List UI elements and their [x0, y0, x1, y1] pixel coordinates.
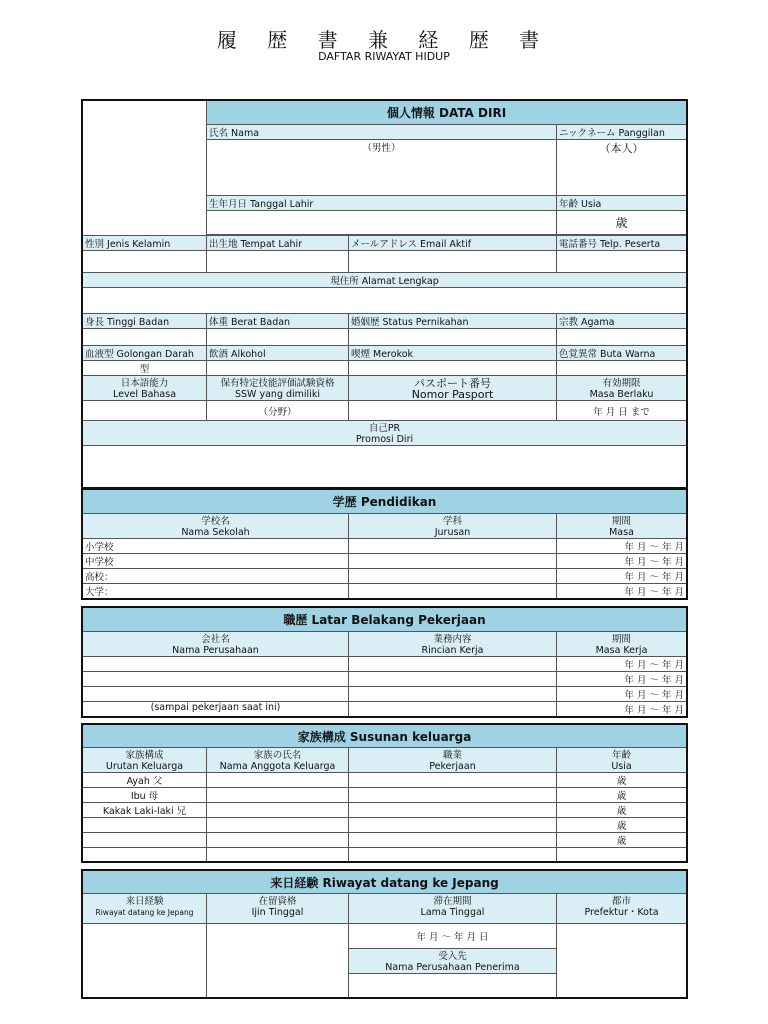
family-relation[interactable]: Kakak Laki-laki 兄: [83, 803, 207, 818]
receiving-company-label: 受入先 Nama Perusahaan Penerima: [349, 949, 557, 974]
relation-col: 家族構成 Urutan Keluarga: [83, 748, 207, 773]
family-age[interactable]: 歳: [557, 803, 687, 818]
work-period[interactable]: 年 月 ～ 年 月: [557, 702, 687, 717]
education-period[interactable]: 年 月 ～ 年 月: [557, 569, 687, 584]
work-company[interactable]: [83, 672, 349, 687]
family-name[interactable]: [207, 803, 349, 818]
education-row[interactable]: 大学：: [83, 584, 349, 599]
education-major[interactable]: [349, 539, 557, 554]
age-value[interactable]: 歳: [557, 211, 687, 235]
city-col: 都市 Prefektur・Kota: [557, 894, 687, 924]
family-occupation[interactable]: [349, 833, 557, 848]
phone-label: 電話番号 Telp. Peserta: [557, 236, 687, 251]
age-label: 年齢 Usia: [557, 196, 687, 211]
work-detail[interactable]: [349, 687, 557, 702]
pr-label: 自己PR Promosi Diri: [83, 421, 687, 446]
family-occupation[interactable]: [349, 803, 557, 818]
gender-value[interactable]: [83, 251, 207, 273]
title-japanese: 履 歴 書 兼 経 歴 書: [216, 28, 552, 52]
weight-label: 体重 Berat Badan: [207, 314, 349, 329]
family-header: 家族構成 Susunan keluarga: [83, 725, 687, 748]
education-period[interactable]: 年 月 ～ 年 月: [557, 554, 687, 569]
nickname-value[interactable]: （本人）: [557, 140, 687, 196]
nickname-label: ニックネーム Panggilan: [557, 125, 687, 140]
family-age[interactable]: 歳: [557, 833, 687, 848]
language-label: 日本語能力 Level Bahasa: [83, 376, 207, 401]
colorblind-value[interactable]: [557, 361, 687, 376]
work-company[interactable]: [83, 657, 349, 672]
city-value[interactable]: [557, 924, 687, 998]
birthplace-value[interactable]: [207, 251, 349, 273]
family-occupation[interactable]: [349, 773, 557, 788]
family-relation[interactable]: [83, 818, 207, 833]
visa-col: 在留資格 Ijin Tinggal: [207, 894, 349, 924]
work-detail[interactable]: [349, 672, 557, 687]
height-label: 身長 Tinggi Badan: [83, 314, 207, 329]
height-value[interactable]: [83, 329, 207, 346]
passport-value[interactable]: [349, 401, 557, 421]
title-indonesian: DAFTAR RIWAYAT HIDUP: [318, 50, 450, 63]
marital-label: 婚姻歴 Status Pernikahan: [349, 314, 557, 329]
personal-data-table: [82, 100, 687, 488]
work-detail[interactable]: [349, 702, 557, 717]
work-period[interactable]: 年 月 ～ 年 月: [557, 687, 687, 702]
family-name[interactable]: [207, 773, 349, 788]
email-value[interactable]: [349, 251, 557, 273]
education-row[interactable]: 小学校: [83, 539, 349, 554]
validity-label: 有効期限 Masa Berlaku: [557, 376, 687, 401]
smoking-value[interactable]: [349, 361, 557, 376]
family-age[interactable]: 歳: [557, 788, 687, 803]
ssw-label: 保有特定技能評価試験資格 SSW yang dimiliki: [207, 376, 349, 401]
name-label: 氏名 Nama: [207, 125, 557, 140]
family-age[interactable]: 歳: [557, 818, 687, 833]
company-col: 会社名 Nama Perusahaan: [83, 632, 349, 657]
work-detail[interactable]: [349, 657, 557, 672]
education-major[interactable]: [349, 554, 557, 569]
family-relation[interactable]: Ayah 父: [83, 773, 207, 788]
family-occupation[interactable]: [349, 788, 557, 803]
education-period[interactable]: 年 月 ～ 年 月: [557, 539, 687, 554]
phone-value[interactable]: [557, 251, 687, 273]
family-relation[interactable]: Ibu 母: [83, 788, 207, 803]
work-header: 職歴 Latar Belakang Pekerjaan: [83, 608, 687, 632]
weight-value[interactable]: [207, 329, 349, 346]
education-header: 学歴 Pendidikan: [83, 490, 687, 514]
family-occupation[interactable]: [349, 848, 557, 862]
work-company-current[interactable]: (sampai pekerjaan saat ini): [83, 702, 349, 717]
address-label: 現住所 Alamat Lengkap: [83, 273, 687, 288]
birthdate-label: 生年月日 Tanggal Lahir: [207, 196, 557, 211]
family-occupation[interactable]: [349, 818, 557, 833]
education-period[interactable]: 年 月 ～ 年 月: [557, 584, 687, 599]
major-col: 学科 Jurusan: [349, 514, 557, 539]
religion-value[interactable]: [557, 329, 687, 346]
occupation-col: 職業 Pekerjaan: [349, 748, 557, 773]
period-col: 期間 Masa: [557, 514, 687, 539]
alcohol-value[interactable]: [207, 361, 349, 376]
language-value[interactable]: [83, 401, 207, 421]
family-name[interactable]: [207, 788, 349, 803]
religion-label: 宗教 Agama: [557, 314, 687, 329]
family-name[interactable]: [207, 818, 349, 833]
member-name-col: 家族の氏名 Nama Anggota Keluarga: [207, 748, 349, 773]
education-major[interactable]: [349, 584, 557, 599]
visa-value[interactable]: [207, 924, 349, 998]
passport-label: パスポート番号 Nomor Pasport: [349, 376, 557, 401]
family-name[interactable]: [207, 848, 349, 862]
birthplace-label: 出生地 Tempat Lahir: [207, 236, 349, 251]
receiving-company-value[interactable]: [349, 974, 557, 998]
education-table: [82, 489, 687, 599]
smoking-label: 喫煙 Merokok: [349, 346, 557, 361]
personal-header: 個人情報 DATA DIRI: [207, 101, 687, 125]
family-table: [82, 724, 687, 862]
ssw-value[interactable]: （分野）: [207, 401, 349, 421]
blood-value[interactable]: 型: [83, 361, 207, 376]
marital-value[interactable]: [349, 329, 557, 346]
blood-label: 血液型 Golongan Darah: [83, 346, 207, 361]
work-table: [82, 607, 687, 717]
family-age[interactable]: 歳: [557, 773, 687, 788]
validity-value[interactable]: 年 月 日 まで: [557, 401, 687, 421]
alcohol-label: 飲酒 Alkohol: [207, 346, 349, 361]
family-relation[interactable]: [83, 848, 207, 862]
japan-header: 来日経験 Riwayat datang ke Jepang: [83, 871, 687, 894]
experience-col: 来日経験 Riwayat datang ke Jepang: [83, 894, 207, 924]
experience-value[interactable]: [83, 924, 207, 998]
duration-value[interactable]: 年 月 ～ 年 月 日: [349, 924, 557, 949]
colorblind-label: 色覚異常 Buta Warna: [557, 346, 687, 361]
member-age-col: 年齢 Usia: [557, 748, 687, 773]
job-detail-col: 業務内容 Rincian Kerja: [349, 632, 557, 657]
work-period[interactable]: 年 月 ～ 年 月: [557, 657, 687, 672]
birthdate-value[interactable]: [207, 211, 557, 235]
education-row[interactable]: 高校：: [83, 569, 349, 584]
education-row[interactable]: 中学校: [83, 554, 349, 569]
education-major[interactable]: [349, 569, 557, 584]
work-company[interactable]: [83, 687, 349, 702]
duration-col: 滞在期間 Lama Tinggal: [349, 894, 557, 924]
pr-value[interactable]: [83, 446, 687, 488]
work-period-col: 期間 Masa Kerja: [557, 632, 687, 657]
japan-table: [82, 870, 687, 998]
address-value[interactable]: [83, 288, 687, 314]
work-period[interactable]: 年 月 ～ 年 月: [557, 672, 687, 687]
gender-label: 性別 Jenis Kelamin: [83, 236, 207, 251]
name-value[interactable]: （男性）: [207, 140, 557, 196]
school-col: 学校名 Nama Sekolah: [83, 514, 349, 539]
family-name[interactable]: [207, 833, 349, 848]
family-age[interactable]: [557, 848, 687, 862]
family-relation[interactable]: [83, 833, 207, 848]
email-label: メールアドレス Email Aktif: [349, 236, 557, 251]
photo-box: [83, 101, 207, 236]
